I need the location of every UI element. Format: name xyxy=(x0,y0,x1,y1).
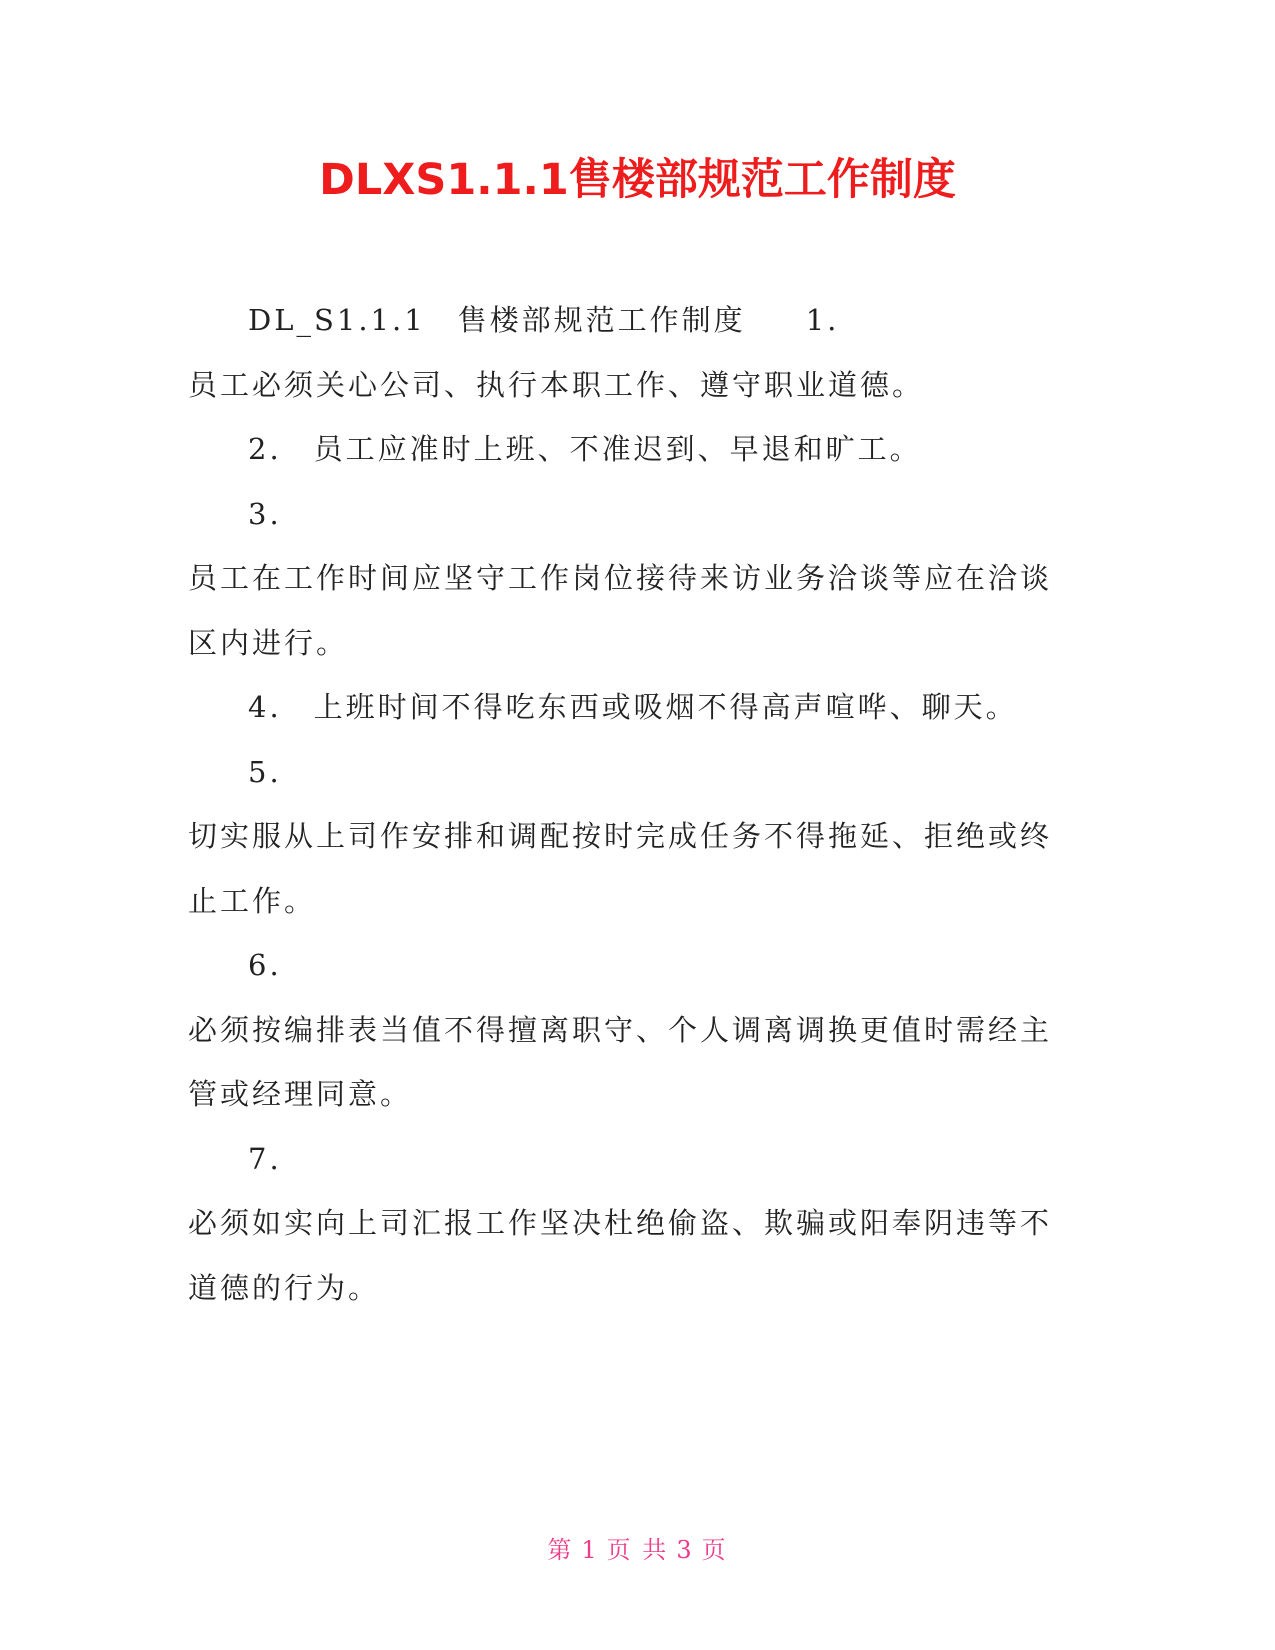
item-number-5: 5. xyxy=(248,754,282,789)
item-text-5-line-2: 止工作。 xyxy=(188,883,317,918)
intro-line xyxy=(188,288,1088,353)
item-number-6: 6. xyxy=(248,948,282,982)
document-title: DLXS1.1.1售楼部规范工作制度 xyxy=(319,155,956,205)
document-code: DL_S1.1.1 xyxy=(248,303,426,337)
footer-page-total: 3 xyxy=(676,1536,694,1564)
item-text-4: 上班时间不得吃东西或吸烟不得高声喧哗、聊天。 xyxy=(313,690,1018,724)
footer-suffix: 页 xyxy=(701,1536,728,1564)
item-text-2: 员工应准时上班、不准迟到、早退和旷工。 xyxy=(313,432,922,466)
footer-page-current: 1 xyxy=(581,1536,599,1564)
item-number-1: 1. xyxy=(805,303,840,337)
footer-mid: 页 共 xyxy=(606,1536,669,1564)
item-text-6-line-1: 必须按编排表当值不得擅离职守、个人调离调换更值时需经主 xyxy=(188,1012,1053,1047)
document-body xyxy=(188,288,1088,1320)
item-text-6-line-2: 管或经理同意。 xyxy=(188,1077,413,1111)
item-text-5-line-1: 切实服从上司作安排和调配按时完成任务不得拖延、拒绝或终 xyxy=(188,819,1053,853)
item-2 xyxy=(188,417,1088,482)
item-text-7-line-2: 道德的行为。 xyxy=(188,1270,381,1305)
item-text-1: 员工必须关心公司、执行本职工作、遵守职业道德。 xyxy=(188,367,925,402)
page-footer xyxy=(0,1530,1275,1565)
item-number-4: 4. xyxy=(248,690,282,724)
item-number-2: 2. xyxy=(248,432,282,466)
item-4 xyxy=(188,675,1088,740)
item-text-3-line-1: 员工在工作时间应坚守工作岗位接待来访业务洽谈等应在洽谈 xyxy=(188,561,1053,595)
footer-prefix: 第 xyxy=(547,1536,574,1564)
item-text-3-line-2: 区内进行。 xyxy=(188,625,349,660)
item-text-7-line-1: 必须如实向上司汇报工作坚决杜绝偷盗、欺骗或阳奉阴违等不 xyxy=(188,1206,1053,1240)
document-heading: 售楼部规范工作制度 xyxy=(457,303,746,337)
item-number-7: 7. xyxy=(248,1141,282,1176)
item-number-3: 3. xyxy=(248,496,282,531)
